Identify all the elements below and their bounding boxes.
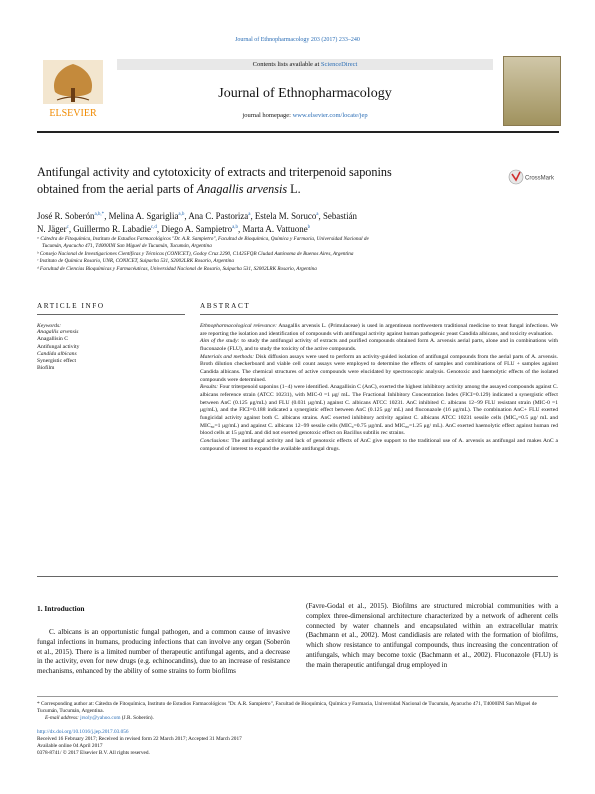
relevance-text: Anagallis arvensis L. (Primulaceae) is used in argentinean northwestern traditional medicine to treat fungal infections. We are reporting the isolation and identification of compounds with antifungal activity against human pathogenic yeast Candida albicans, and toxicity evaluation. [200, 323, 558, 337]
title-suffix: L. [287, 182, 301, 196]
keyword-item: Anagallisin C [37, 336, 68, 343]
title-line-1: Antifungal activity and cytotoxicity of extracts and triterpenoid saponins [37, 165, 392, 179]
abstract-heading: ABSTRACT [200, 302, 251, 310]
contents-prefix: Contents lists available at [252, 61, 321, 68]
author-sup[interactable]: a,b [178, 212, 185, 217]
keywords-block [37, 323, 185, 373]
contents-line [117, 59, 493, 70]
publisher-name: ELSEVIER [49, 108, 97, 119]
abstract-results [200, 384, 558, 438]
article-info-rule [37, 314, 185, 315]
footnote-rule [37, 696, 558, 697]
email-link[interactable]: jrsoly@yahoo.com [80, 715, 121, 722]
author-sampietro[interactable]: , Diego A. Sampietro [156, 223, 233, 234]
conclusions-label: Conclusions: [200, 437, 230, 444]
author-list [37, 209, 557, 235]
abstract-aim [200, 338, 558, 353]
doi-link[interactable]: http://dx.doi.org/10.1016/j.jep.2017.03.056 [37, 728, 129, 735]
relevance-label: Ethnopharmacological relevance: [200, 323, 277, 329]
keyword-item: Anagallis arvensis [37, 329, 79, 335]
affiliation-a: ᵃ Cátedra de Fitoquímica, Instituto de Estudios Farmacológicos "Dr. A.R. Sampietro", Facultad de Bioquímica, Química y Farmacia, Universidad Nacional de [37, 236, 369, 242]
article-info-heading: ARTICLE INFO [37, 302, 105, 310]
title-line-2 [37, 181, 477, 198]
abstract-relevance [200, 323, 558, 338]
methods-label: Materials and methods: [200, 353, 254, 360]
title-species: Anagallis arvensis [196, 182, 288, 196]
author-sup[interactable]: a,b,* [94, 212, 105, 217]
sciencedirect-link[interactable]: ScienceDirect [320, 61, 358, 68]
corresponding-author-note: * Corresponding author at: Cátedra de Fitoquímica, Instituto de Estudios Farmacológicos "Dr. A.R. Sampietro", Facultad de Bioquímica, Química y Farmacia, Universidad Nacional de Tucumán, Ayacucho 471, T4000INI San Miguel de Tucumán, Tucumán, Argentina. [37, 701, 537, 715]
received-dates: Received 16 February 2017; Received in revised form 22 March 2017; Accepted 31 March 2017 [37, 735, 242, 742]
aim-text: to study the antifungal activity of extracts and purified compounds obtained form A. arvensis aerial parts, alone and in combinations with fluconazole (FLU), and to study the toxicity of the active compounds. [200, 338, 559, 352]
authors-line-1 [37, 209, 557, 222]
author-soruco[interactable]: , Estela M. Soruco [250, 210, 317, 221]
abstract-rule [200, 314, 558, 315]
intro-heading: 1. Introduction [37, 604, 85, 613]
results-text: Four triterpenoid saponins (1−4) were identified. Anagallisin C (AnC), exerted the highest inhibitory activity among the assayed compounds against C. albicans reference strain (ATCC 10231), with MIC-0 =1 μg/ mL. The Fractional Inhibitory Concentration Index (FICI=0.129) indicated a synergistic effect between AnC (0.125 μg/mL) and FLU (0.031 μg/mL) against C. albicans ATCC 10231. AnC inhibited C. albicans 12−99 FLU resistant strain (MIC-0 =1 μg/mL), and the FICI=0.188 indicated a synergistic effect between AnC (0.125 μg/ mL) and fluconazole (16 μg/mL). The combination AnC+ FLU exerted fungicidal activity against both C. albicans strains. AnC exerted inhibitory activity against C. albicans ATCC 10231 sessile cells (MIC₀=0.5 μg/ mL and MIC₈₀=1 μg/mL) and against C. albicans 12−99 sessile cells (MIC₀=0.75 μg/mL and MIC₈₀=1.25 μg/ mL). AnC exerted haemolytic effect against human red blood cells at 15 μg/mL and did not exerted genotoxic effect on Bacillus subtilis rec strains. [200, 384, 558, 437]
keyword-list [37, 329, 185, 373]
journal-title[interactable]: Journal of Ethnopharmacology [218, 86, 392, 101]
affiliation-c: ᶜ Instituto de Química Rosario, UNR, CONICET, Suipacha 531, S2002LRK Rosario, Argentina [37, 258, 234, 265]
footnotes [37, 701, 558, 757]
homepage-prefix: journal homepage: [242, 112, 293, 119]
author-jager-first[interactable]: , Sebastián [318, 210, 357, 221]
abstract-conclusions [200, 438, 558, 453]
intro-right-paragraph: (Favre-Godal et al., 2015). Biofilms are structured microbial communities with a complex three-dimensional architecture characterized by a network of adherent cells connected by water channels and encapsulated within an extracellular matrix (Bachmann et al., 2002). Most candidiasis are related with the formation of biofilms, which show resistance to antifungal compounds, thus increasing the concentration of antifungals, which may become toxic (Bachmann et al., 2002). Fluconazole (FLU) is the main therapeutic antifungal drug employed in [306, 602, 558, 669]
keyword-item: Synergistic effect [37, 358, 77, 365]
affiliation-b: ᵇ Consejo Nacional de Investigaciones Científicas y Técnicas (CONICET), Godoy Cruz 2290, C1425FQB Ciudad Autónoma de Buenos Aires, Argentina [37, 250, 354, 257]
homepage-line [117, 112, 493, 119]
aim-label: Aim of the study: [200, 338, 240, 345]
author-sup[interactable]: c,d [150, 224, 157, 230]
email-line [37, 715, 558, 722]
email-label: E-mail address: [45, 715, 81, 722]
crossmark-icon [509, 170, 523, 184]
author-pastoriza[interactable]: , Ana C. Pastoriza [184, 210, 249, 221]
email-suffix: (J.R. Soberón). [120, 715, 154, 722]
author-soberon[interactable]: José R. Soberón [37, 210, 95, 221]
author-sup[interactable]: b [307, 224, 311, 230]
author-vattuone[interactable]: , Marta A. Vattuone [238, 223, 308, 234]
journal-cover-thumbnail[interactable] [503, 56, 561, 126]
author-labadie[interactable]: , Guillermo R. Labadie [68, 223, 151, 234]
intro-left-column [37, 628, 290, 677]
abstract-body [200, 323, 558, 453]
methods-text: Disk diffusion assays were used to perform an activity-guided isolation of antifungal compounds from the aerial parts of A. arvensis. Broth dilution checkerboard and viable cell count assays were employed to determine the effects of samples and combinations of FLU + samples against Candida albicans. The chemical structures of active compounds were elucidated by spectroscopic analysis. Genotoxic and haemolytic effects of the isolated compounds were determined. [200, 353, 558, 383]
intro-left-paragraph: C. albicans is an opportunistic fungal pathogen, and a common cause of invasive fungal infections in humans, producing infections that can involve any organ (Soberón et al., 2015). There is a limited number of therapeutic antifungal agents, and a decrease in the activity, even for new drugs (e.g. echinocandins), due to an increase of resistance mechanisms, enhanced by the ability of some strains to form biofilms [37, 628, 290, 676]
homepage-link[interactable]: www.elsevier.com/locate/jep [292, 112, 368, 119]
header-band [117, 56, 493, 126]
author-sgariglia[interactable]: , Melina A. Sgariglia [104, 210, 179, 221]
author-jager-last[interactable]: N. Jäger [37, 223, 67, 234]
conclusions-text: The antifungal activity and lack of genotoxic effects of AnC give support to the traditional use of A. arvensis as antifungal and makes AnC a compound of interest to expand the available antifungal drugs. [200, 437, 558, 452]
author-sup[interactable]: a,b [232, 224, 239, 230]
author-sup[interactable]: a [248, 212, 251, 217]
results-label: Results: [200, 384, 219, 391]
affiliation-d: ᵈ Facultad de Ciencias Bioquímicas y Farmacéuticas, Universidad Nacional de Rosario, Suipacha 531, S2002LRK Rosario, Argentina [37, 265, 317, 272]
keyword-item: Antifungal activity [37, 343, 80, 350]
keyword-item: Candida albicans [37, 350, 77, 357]
paper-title [37, 164, 477, 198]
journal-citation[interactable]: Journal of Ethnopharmacology 203 (2017) 233–240 [235, 37, 360, 43]
affiliations [37, 236, 557, 273]
author-sup[interactable]: a [316, 212, 319, 217]
crossmark-badge[interactable] [508, 166, 556, 188]
journal-header [37, 56, 559, 126]
author-sup[interactable]: c [66, 224, 69, 230]
abstract-methods [200, 354, 558, 385]
online-date: Available online 04 April 2017 [37, 743, 103, 750]
authors-line-2 [37, 222, 557, 235]
copyright-line: 0378-8741/ © 2017 Elsevier B.V. All rights reserved. [37, 750, 150, 757]
keywords-label: Keywords: [37, 323, 62, 329]
header-divider [37, 131, 559, 133]
elsevier-logo [37, 58, 109, 122]
crossmark-label: CrossMark [525, 175, 555, 182]
affiliation-a-cont: Tucumán, Ayacucho 471, T4000INI San Miguel de Tucumán, Tucumán, Argentina [42, 243, 212, 250]
abstract-end-rule [37, 576, 558, 577]
intro-right-column [306, 602, 558, 671]
keyword-item: Biofilm [37, 365, 55, 372]
title-prefix: obtained from the aerial parts of [37, 182, 197, 196]
